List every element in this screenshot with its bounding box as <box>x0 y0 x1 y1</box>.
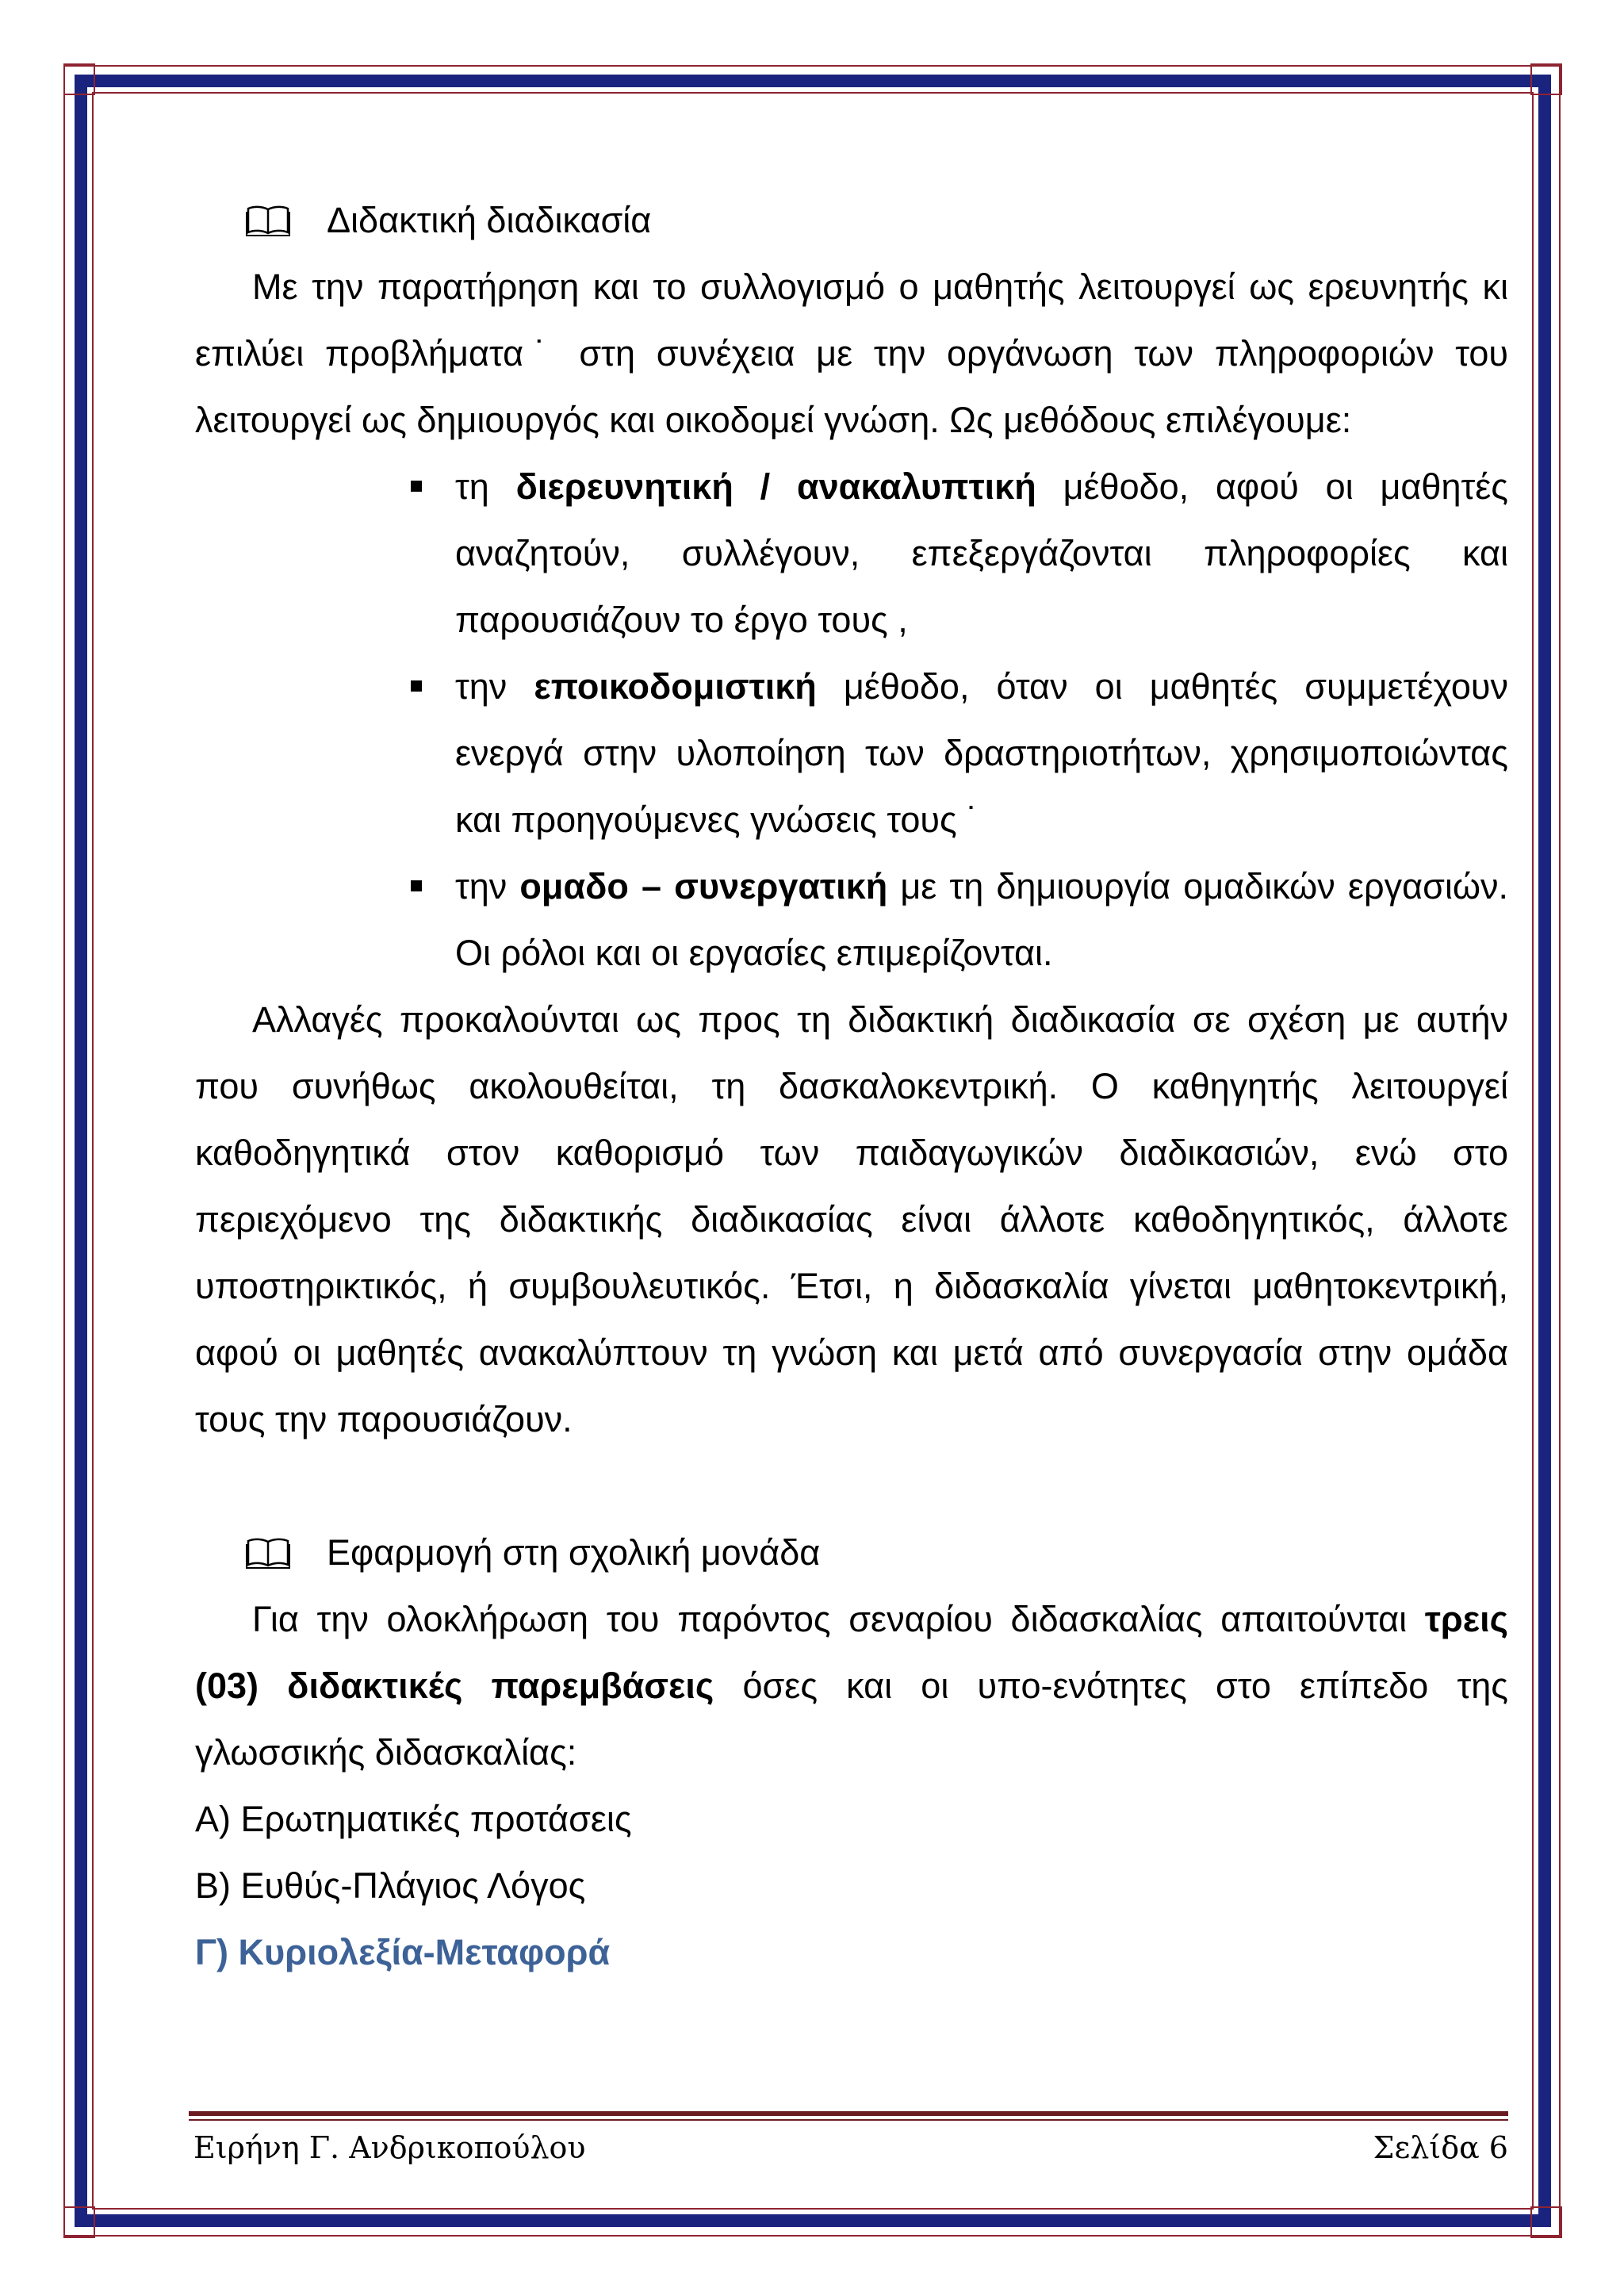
paragraph-closing: Αλλαγές προκαλούνται ως προς τη διδακτική διαδικασία σε σχέση με αυτήν που συνήθως ακολουθείται, τη δασκαλοκεντρική. Ο καθηγητής λειτουργεί καθοδηγητικά στον καθορισμό των παιδαγωγικών διαδικασιών, ενώ στο περιεχόμενο της διδακτικής διαδικασίας είναι άλλοτε καθοδηγητικός, άλλοτε υποστηρικτικός, ή συμβουλευτικός. Έτσι, η διδασκαλία γίνεται μαθητοκεντρική, αφού οι μαθητές ανακαλύπτουν τη γνώση και μετά από συνεργασία στην ομάδα τους την παρουσιάζουν. <box>195 999 1508 1439</box>
page-content <box>195 187 1508 1986</box>
page-footer <box>193 2125 1508 2170</box>
footer-divider-thin <box>189 2119 1508 2121</box>
section-heading-text: Διδακτική διαδικασία <box>327 200 652 240</box>
list-item: την εποικοδομιστική μέθοδο, όταν οι μαθητές συμμετέχουν ενεργά στην υλοποίηση των δραστηριοτήτων, χρησιμοποιώντας και προηγούμενες γνώσεις τους ˙ <box>455 654 1508 853</box>
paragraph-intro: Με την παρατήρηση και το συλλογισμό ο μαθητής λειτουργεί ως ερευνητής κι επιλύει προβλήματα˙ στη συνέχεια με την οργάνωση των πληροφοριών του λειτουργεί ως δημιουργός και οικοδομεί γνώση. Ως μεθόδους επιλέγουμε: <box>195 266 1508 440</box>
border-corner-ornament <box>1530 63 1562 95</box>
section-heading-school-application <box>195 1520 1508 1586</box>
border-corner-ornament <box>63 2206 95 2238</box>
open-book-icon <box>246 205 290 236</box>
paragraph-interventions: Για την ολοκλήρωση του παρόντος σεναρίου διδασκαλίας απαιτούνται τρεις (03) διδακτικές παρεμβάσεις όσες και οι υπο-ενότητες στο επίπεδο της γλωσσικής διδασκαλίας: <box>195 1599 1508 1773</box>
border-corner-ornament <box>1530 2206 1562 2238</box>
open-book-icon <box>246 1537 290 1569</box>
square-bullet-icon <box>411 880 422 891</box>
subunit-item-highlighted: Γ) Κυριολεξία-Μεταφορά <box>195 1932 611 1972</box>
section-heading-teaching-process <box>195 187 1508 254</box>
square-bullet-icon <box>411 481 422 492</box>
list-item: τη διερευνητική / ανακαλυπτική μέθοδο, αφού οι μαθητές αναζητούν, συλλέγουν, επεξεργάζονται πληροφορίες και παρουσιάζουν το έργο τους , <box>455 454 1508 654</box>
subunit-item: Β) Ευθύς-Πλάγιος Λόγος <box>195 1865 586 1906</box>
subunit-item: Α) Ερωτηματικές προτάσεις <box>195 1799 632 1839</box>
methods-list <box>195 454 1508 987</box>
list-item: την ομαδο – συνεργατική με τη δημιουργία ομαδικών εργασιών. Οι ρόλοι και οι εργασίες επιμερίζονται. <box>455 853 1508 987</box>
square-bullet-icon <box>411 680 422 692</box>
border-corner-ornament <box>63 63 95 95</box>
footer-author: Ειρήνη Γ. Ανδρικοπούλου <box>193 2130 586 2165</box>
footer-divider <box>189 2111 1508 2116</box>
footer-page-number: Σελίδα 6 <box>1373 2130 1508 2165</box>
section-heading-text: Εφαρμογή στη σχολική μονάδα <box>327 1532 821 1573</box>
